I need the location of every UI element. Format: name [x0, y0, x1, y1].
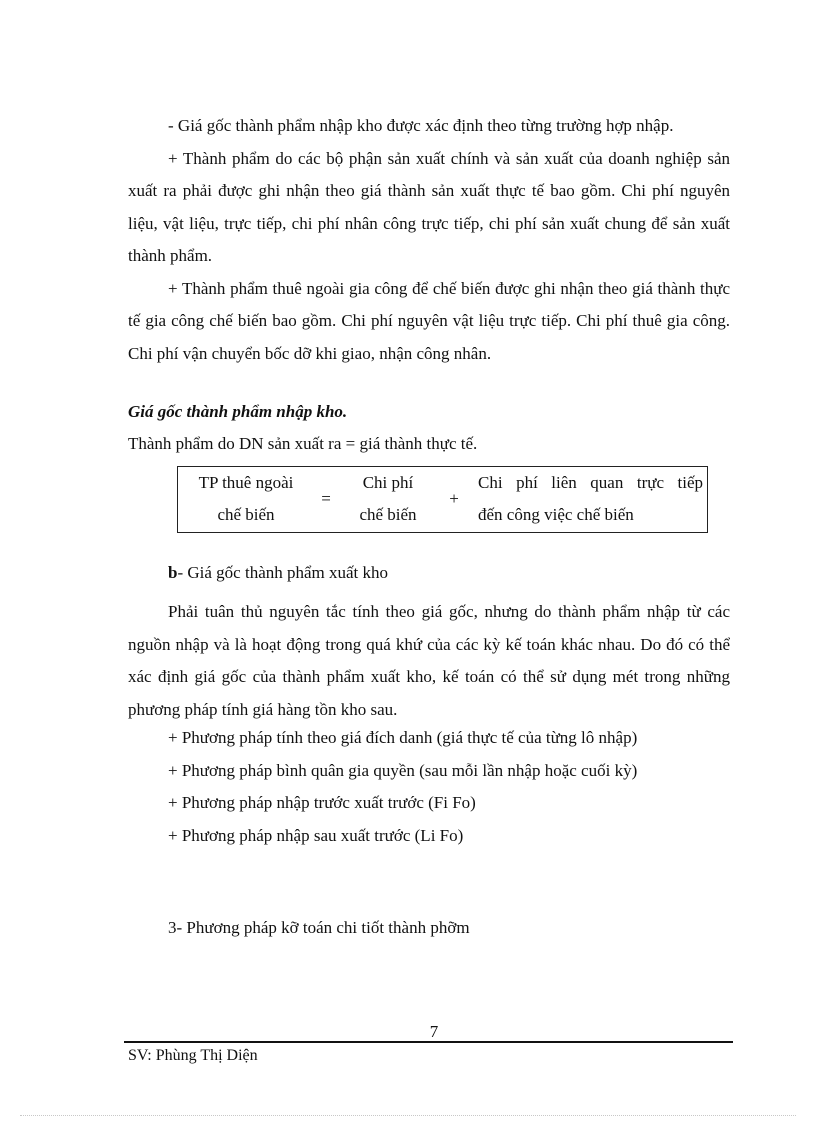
- page-bottom-dotted-border: [20, 1115, 796, 1116]
- paragraph-group-b: [128, 596, 730, 726]
- formula-term-related-cost-line2: đến công việc chế biến: [478, 505, 634, 524]
- intro-line: Thành phẩm do DN sản xuất ra = giá thành thực tế.: [128, 434, 478, 453]
- formula-term-related-cost-line1: Chi phí liên quan trực tiếp: [478, 473, 703, 492]
- paragraph-produced-goods: + Thành phẩm do các bộ phận sản xuất chính và sản xuất của doanh nghiệp sản xuất ra phải được ghi nhận theo giá thành sản xuất thực tế bao gồm. Chi phí nguyên liệu, vật liệu, trực tiếp, chi phí nhân công trực tiếp, chi phí sản xuất chung để sản xuất thành phẩm.: [128, 148, 730, 265]
- section-b-label: b: [168, 563, 178, 582]
- formula-term-related-cost: [478, 467, 703, 531]
- formula-term-processing-cost: [338, 467, 438, 531]
- paragraph-outsourced-goods: + Thành phẩm thuê ngoài gia công để chế biến được ghi nhận theo giá thành thực tế gia công chế biến bao gồm. Chi phí nguyên vật liệu trực tiếp. Chi phí thuê gia công. Chi phí vận chuyển bốc dỡ khi giao, nhận công nhân.: [128, 278, 730, 363]
- list-item: + Phương pháp bình quân gia quyền (sau mỗi lần nhập hoặc cuối kỳ): [168, 760, 638, 780]
- formula-term-outsourced-line1: TP thuê ngoài: [198, 473, 294, 492]
- formula-term-processing-cost-line2: chế biến: [359, 505, 417, 524]
- paragraph-original-cost-intro: - Giá gốc thành phẩm nhập kho được xác định theo từng trường hợp nhập.: [168, 116, 674, 135]
- formula-term-processing-cost-line1: Chi phí: [362, 473, 414, 492]
- formula-plus-sign: +: [449, 489, 459, 508]
- page-number: 7: [429, 1022, 439, 1041]
- heading-original-cost: Giá gốc thành phẩm nhập kho.: [128, 402, 348, 421]
- formula-box: [177, 466, 708, 533]
- section-b-heading: [168, 563, 388, 583]
- footer-author: SV: Phùng Thị Diện: [128, 1047, 258, 1064]
- list-item: + Phương pháp tính theo giá đích danh (giá thực tế của từng lô nhập): [168, 728, 638, 747]
- section-b-title: - Giá gốc thành phẩm xuất kho: [177, 563, 389, 582]
- formula-term-outsourced-line2: chế biến: [217, 505, 275, 524]
- paragraph-group-a: [128, 110, 730, 370]
- methods-list: [168, 722, 637, 852]
- paragraph-export-cost: Phải tuân thủ nguyên tắc tính theo giá gốc, nhưng do thành phẩm nhập từ các nguồn nhập và là hoạt động trong quá khứ của các kỳ kế toán khác nhau. Do đó có thể xác định giá gốc của thành phẩm xuất kho, kế toán có thể sử dụng mét trong những phương pháp tính giá hàng tồn kho sau.: [128, 602, 730, 719]
- section-3-heading: 3- Phương pháp kỡ toán chi tiốt thành phỡm: [168, 918, 470, 937]
- formula-equals-sign: =: [321, 489, 331, 508]
- list-item: + Phương pháp nhập sau xuất trước (Li Fo): [168, 825, 464, 845]
- footer-divider: [124, 1041, 733, 1043]
- list-item: + Phương pháp nhập trước xuất trước (Fi Fo): [168, 793, 476, 812]
- formula-term-outsourced: [182, 467, 310, 531]
